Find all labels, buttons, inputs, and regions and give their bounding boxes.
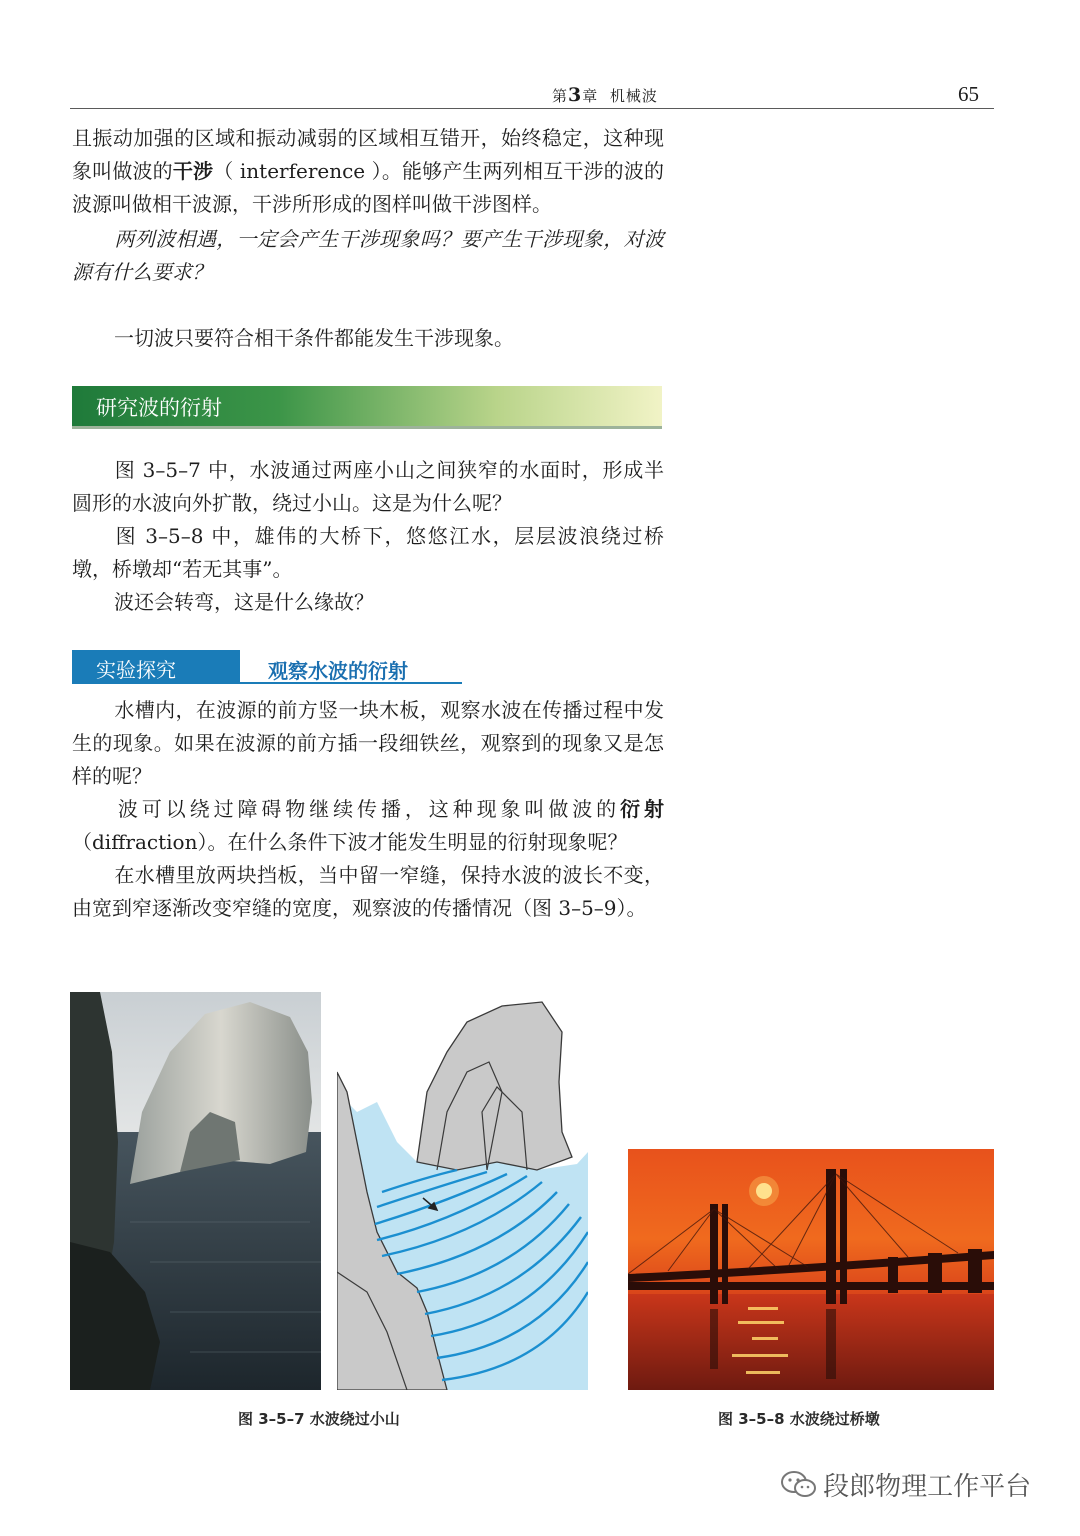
diagram-water-waves — [337, 992, 588, 1390]
figure-caption-3-5-8: 图 3–5–8 水波绕过桥墩 — [718, 1410, 880, 1428]
header-rule — [70, 108, 994, 109]
water-wave-diagram — [337, 992, 588, 1390]
section-title: 研究波的衍射 — [96, 396, 222, 420]
watermark-text: 段郎物理工作平台 — [823, 1472, 1032, 1502]
term-interference: 干涉 — [172, 159, 214, 183]
wechat-icon — [780, 1470, 818, 1500]
paragraph-question-interference: 两列波相遇，一定会产生干涉现象吗？要产生干涉现象，对波源有什么要求？ — [72, 227, 664, 284]
paragraph-wave-bend: 波还会转弯，这是什么缘故？ — [114, 590, 374, 614]
experiment-label: 实验探究 — [96, 658, 176, 682]
paragraph-answer: 一切波只要符合相干条件都能发生干涉现象。 — [114, 326, 514, 350]
chapter-title: 机械波 — [609, 87, 658, 105]
photo-bridge-sunset — [628, 1149, 994, 1390]
bridge-sunset-image — [628, 1149, 994, 1390]
paragraph-experiment-setup: 水槽内，在波源的前方竖一块木板，观察水波在传播过程中发生的现象。如果在波源的前方插一段细铁丝，观察到的现象又是怎样的呢？ — [72, 698, 664, 788]
experiment-title: 观察水波的衍射 — [268, 659, 408, 683]
figure-caption-3-5-7: 图 3–5–7 水波绕过小山 — [238, 1410, 400, 1428]
watermark — [780, 1466, 1031, 1503]
sea-rocks-image — [70, 992, 321, 1390]
term-diffraction: 衍射 — [620, 797, 665, 821]
section-heading-underline — [72, 426, 662, 429]
paragraph-fig358: 图 3–5–8 中，雄伟的大桥下，悠悠江水，层层波浪绕过桥墩，桥墩却“若无其事”。 — [72, 524, 664, 581]
paragraph-fig357: 图 3–5–7 中，水波通过两座小山之间狭窄的水面时，形成半圆形的水波向外扩散，绕过小山。这是为什么呢？ — [72, 458, 664, 515]
paragraph-interference: 且振动加强的区域和振动减弱的区域相互错开，始终稳定，这种现象叫做波的干涉（ interference ）。能够产生两列相互干涉的波的波源叫做相干波源，干涉所形成的图样叫做干涉图样。 — [72, 126, 665, 216]
paragraph-diffraction-definition: 波可以绕过障碍物继续传播，这种现象叫做波的衍射（diffraction）。在什么条件下波才能发生明显的衍射现象呢？ — [72, 797, 665, 854]
page-number: 65 — [958, 82, 979, 106]
paragraph-slit-experiment: 在水槽里放两块挡板，当中留一窄缝，保持水波的波长不变，由宽到窄逐渐改变窄缝的宽度，观察波的传播情况（图 3–5–9）。 — [72, 863, 664, 920]
photo-sea-rocks — [70, 992, 321, 1390]
chapter-header: 第3章 机械波 — [552, 84, 658, 106]
